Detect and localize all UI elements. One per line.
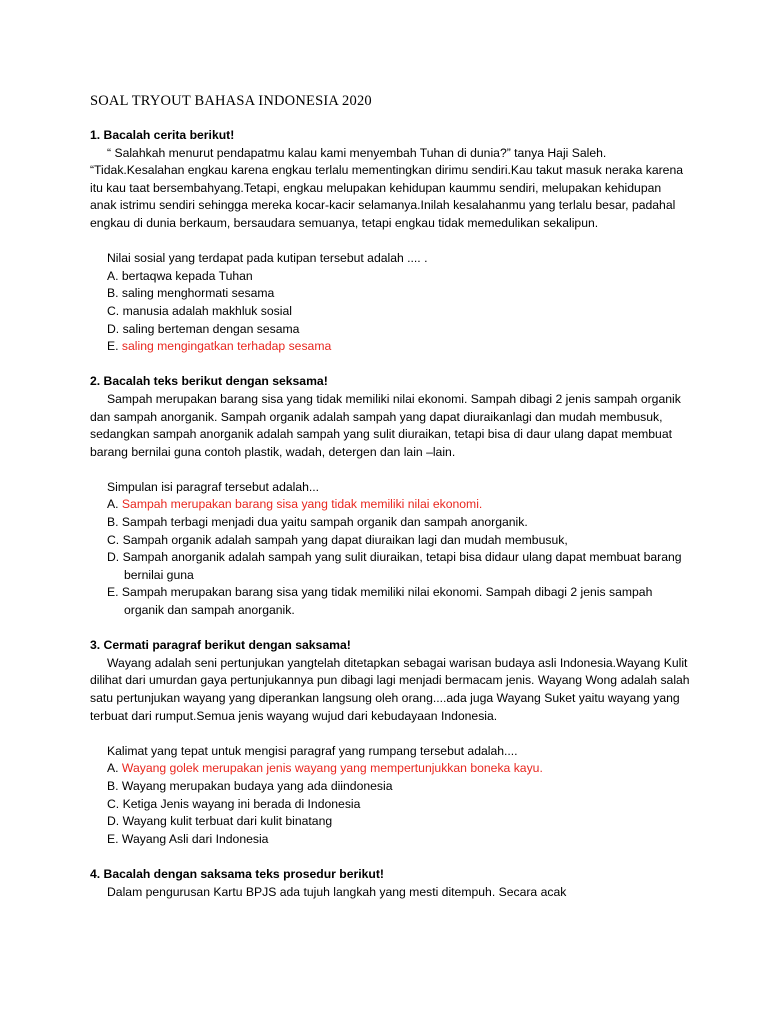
answer-option	[107, 285, 690, 303]
option-letter: E.	[107, 831, 119, 846]
answer-option	[107, 549, 690, 584]
option-letter: C.	[107, 532, 120, 547]
answer-option	[107, 831, 690, 849]
option-letter: B.	[107, 286, 119, 301]
correct-option-text: saling mengingatkan terhadap sesama	[121, 339, 332, 354]
option-text: Wayang Asli dari Indonesia	[121, 831, 269, 846]
question-passage: Sampah merupakan barang sisa yang tidak memiliki nilai ekonomi. Sampah dibagi 2 jenis sampah organik dan sampah anorganik. Sampah organik adalah sampah yang dapat diuraikanlagi dan mudah membusuk, sedangkan sampah anorganik adalah sampah yang sulit diuraikan, tetapi bisa di daur ulang dapat membuat barang bernilai guna contoh plastik, wadah, detergen dan lain –lain.	[90, 391, 681, 459]
option-letter: C.	[107, 796, 120, 811]
option-text: Wayang merupakan budaya yang ada diindonesia	[121, 778, 393, 793]
correct-option-text: Sampah merupakan barang sisa yang tidak memiliki nilai ekonomi.	[121, 497, 483, 512]
question-heading: 4. Bacalah dengan saksama teks prosedur berikut!	[90, 866, 384, 881]
option-letter: D.	[107, 814, 120, 829]
option-letter: D.	[107, 321, 120, 336]
document-title: SOAL TRYOUT BAHASA INDONESIA 2020	[90, 93, 372, 109]
question-1	[90, 127, 690, 356]
option-text: Sampah organik adalah sampah yang dapat diuraikan lagi dan mudah membusuk,	[122, 532, 568, 547]
option-letter: A.	[107, 497, 119, 512]
question-prompt: Simpulan isi paragraf tersebut adalah...	[107, 479, 320, 494]
option-text: Sampah anorganik adalah sampah yang sulit diuraikan, tetapi bisa didaur ulang dapat membuat barang bernilai guna	[122, 550, 682, 582]
option-text: manusia adalah makhluk sosial	[122, 303, 292, 318]
question-3	[90, 637, 690, 848]
option-text: Wayang kulit terbuat dari kulit binatang	[122, 814, 333, 829]
question-prompt: Nilai sosial yang terdapat pada kutipan tersebut adalah .... .	[107, 251, 428, 266]
option-letter: A.	[107, 761, 119, 776]
answer-option	[107, 584, 690, 619]
option-text: Sampah terbagi menjadi dua yaitu sampah organik dan sampah anorganik.	[121, 515, 528, 530]
answer-option	[107, 321, 690, 339]
option-text: saling menghormati sesama	[121, 286, 275, 301]
question-passage: Dalam pengurusan Kartu BPJS ada tujuh langkah yang mesti ditempuh. Secara acak	[107, 884, 567, 899]
option-letter: E.	[107, 339, 119, 354]
document-body	[90, 127, 690, 919]
answer-option	[107, 303, 690, 321]
option-text: saling berteman dengan sesama	[122, 321, 300, 336]
option-letter: D.	[107, 550, 120, 565]
option-letter: B.	[107, 778, 119, 793]
option-letter: E.	[107, 585, 119, 600]
question-heading: 1. Bacalah cerita berikut!	[90, 128, 235, 142]
answer-option	[107, 268, 690, 286]
answer-option	[107, 760, 690, 778]
option-text: Ketiga Jenis wayang ini berada di Indonesia	[122, 796, 361, 811]
correct-option-text: Wayang golek merupakan jenis wayang yang mempertunjukkan boneka kayu.	[121, 761, 543, 776]
answer-option	[107, 496, 690, 514]
question-4	[90, 866, 690, 901]
question-heading: 3. Cermati paragraf berikut dengan saksama!	[90, 638, 351, 653]
answer-option	[107, 514, 690, 532]
answer-option	[107, 532, 690, 550]
question-2	[90, 373, 690, 619]
question-passage: “ Salahkah menurut pendapatmu kalau kami menyembah Tuhan di dunia?” tanya Haji Saleh. “Tidak.Kesalahan engkau karena engkau terlalu mementingkan dirimu sendiri.Kau takut masuk neraka karena itu kau taat bersembahyang.Tetapi, engkau melupakan kehidupan kaummu sendiri, melupakan kehidupan anak istrimu sendiri sehingga mereka kocar-kacir selamanya.Inilah kesalahanmu yang terlalu besar, padahal engkau di dunia berkaum, bersaudara semuanya, tetapi engkau tidak memedulikan sekalipun.	[90, 145, 684, 230]
answer-option	[107, 778, 690, 796]
question-heading: 2. Bacalah teks berikut dengan seksama!	[90, 374, 328, 389]
answer-option	[107, 338, 690, 356]
question-prompt: Kalimat yang tepat untuk mengisi paragraf yang rumpang tersebut adalah....	[107, 743, 518, 758]
question-passage: Wayang adalah seni pertunjukan yangtelah ditetapkan sebagai warisan budaya asli Indonesia.Wayang Kulit dilihat dari umurdan gaya pertunjukannya pun dibagi lagi menjadi bermacam jenis. Wayang Wong adalah salah satu pertunjukan wayang yang diperankan langsung oleh orang....ada juga Wayang Suket yaitu wayang yang terbuat dari rumput.Semua jenis wayang wujud dari kebudayaan Indonesia.	[90, 655, 690, 723]
answer-option	[107, 796, 690, 814]
option-letter: C.	[107, 303, 120, 318]
option-text: bertaqwa kepada Tuhan	[121, 268, 253, 283]
option-text: Sampah merupakan barang sisa yang tidak memiliki nilai ekonomi. Sampah dibagi 2 jenis sampah organik dan sampah anorganik.	[121, 585, 653, 618]
answer-option	[107, 813, 690, 831]
option-letter: A.	[107, 268, 119, 283]
option-letter: B.	[107, 515, 119, 530]
